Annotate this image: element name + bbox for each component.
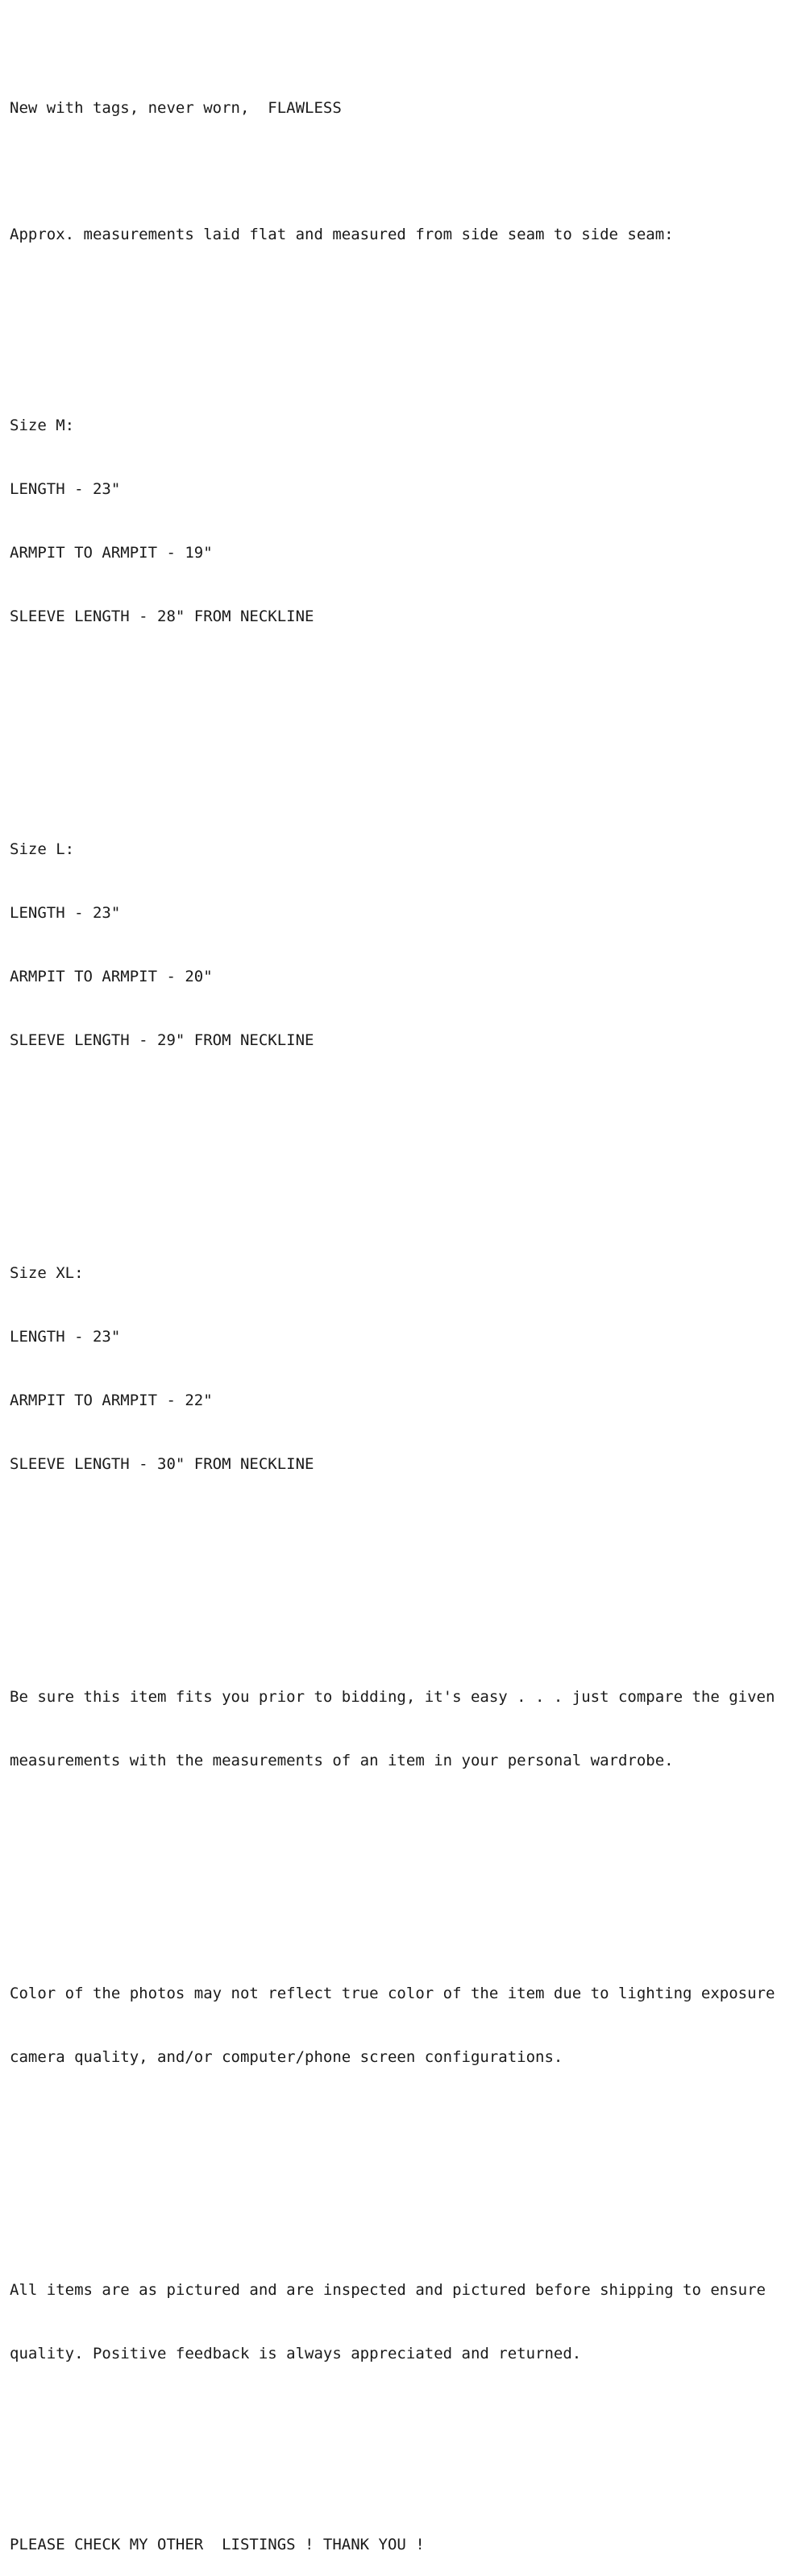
spacer <box>10 1856 806 1877</box>
size-armpit: ARMPIT TO ARMPIT - 22" <box>10 1391 213 1409</box>
color-note-line: camera quality, and/or computer/phone screen configurations. <box>10 2047 563 2066</box>
spacer <box>10 1135 806 1156</box>
closing-line: PLEASE CHECK MY OTHER LISTINGS ! THANK YOU ! <box>10 2535 425 2553</box>
size-sleeve: SLEEVE LENGTH - 29" FROM NECKLINE <box>10 1031 314 1049</box>
size-block-xl <box>10 1220 806 1516</box>
fit-note-line: measurements with the measurements of an item in your personal wardrobe. <box>10 1751 674 1769</box>
size-sleeve: SLEEVE LENGTH - 28" FROM NECKLINE <box>10 607 314 625</box>
size-armpit: ARMPIT TO ARMPIT - 20" <box>10 967 213 985</box>
listing-description <box>10 55 806 2576</box>
size-armpit: ARMPIT TO ARMPIT - 19" <box>10 543 213 562</box>
spacer <box>10 160 806 181</box>
measurement-note: Approx. measurements laid flat and measured from side seam to side seam: <box>10 226 674 244</box>
quality-note-line: quality. Positive feedback is always appreciated and returned. <box>10 2345 582 2363</box>
size-sleeve: SLEEVE LENGTH - 30" FROM NECKLINE <box>10 1454 314 1473</box>
quality-note <box>10 2238 806 2407</box>
spacer <box>10 1559 806 1580</box>
spacer <box>10 2449 806 2470</box>
size-heading: Size L: <box>10 840 75 858</box>
fit-note-line: Be sure this item fits you prior to bidding, it's easy . . . just compare the given <box>10 1687 775 1706</box>
size-length: LENGTH - 23" <box>10 479 121 498</box>
condition-line: New with tags, never worn, FLAWLESS <box>10 98 342 117</box>
color-note-line: Color of the photos may not reflect true color of the item due to lighting exposure <box>10 1985 775 2003</box>
size-heading: Size M: <box>10 417 75 435</box>
color-note <box>10 1940 806 2109</box>
size-block-m <box>10 372 806 669</box>
size-heading: Size XL: <box>10 1263 84 1282</box>
fit-note <box>10 1644 806 1813</box>
size-block-l <box>10 796 806 1093</box>
spacer <box>10 711 806 732</box>
spacer <box>10 2152 806 2173</box>
size-length: LENGTH - 23" <box>10 903 121 922</box>
size-length: LENGTH - 23" <box>10 1327 121 1346</box>
spacer <box>10 288 806 309</box>
quality-note-line: All items are as pictured and are inspected and pictured before shipping to ensure <box>10 2281 766 2300</box>
